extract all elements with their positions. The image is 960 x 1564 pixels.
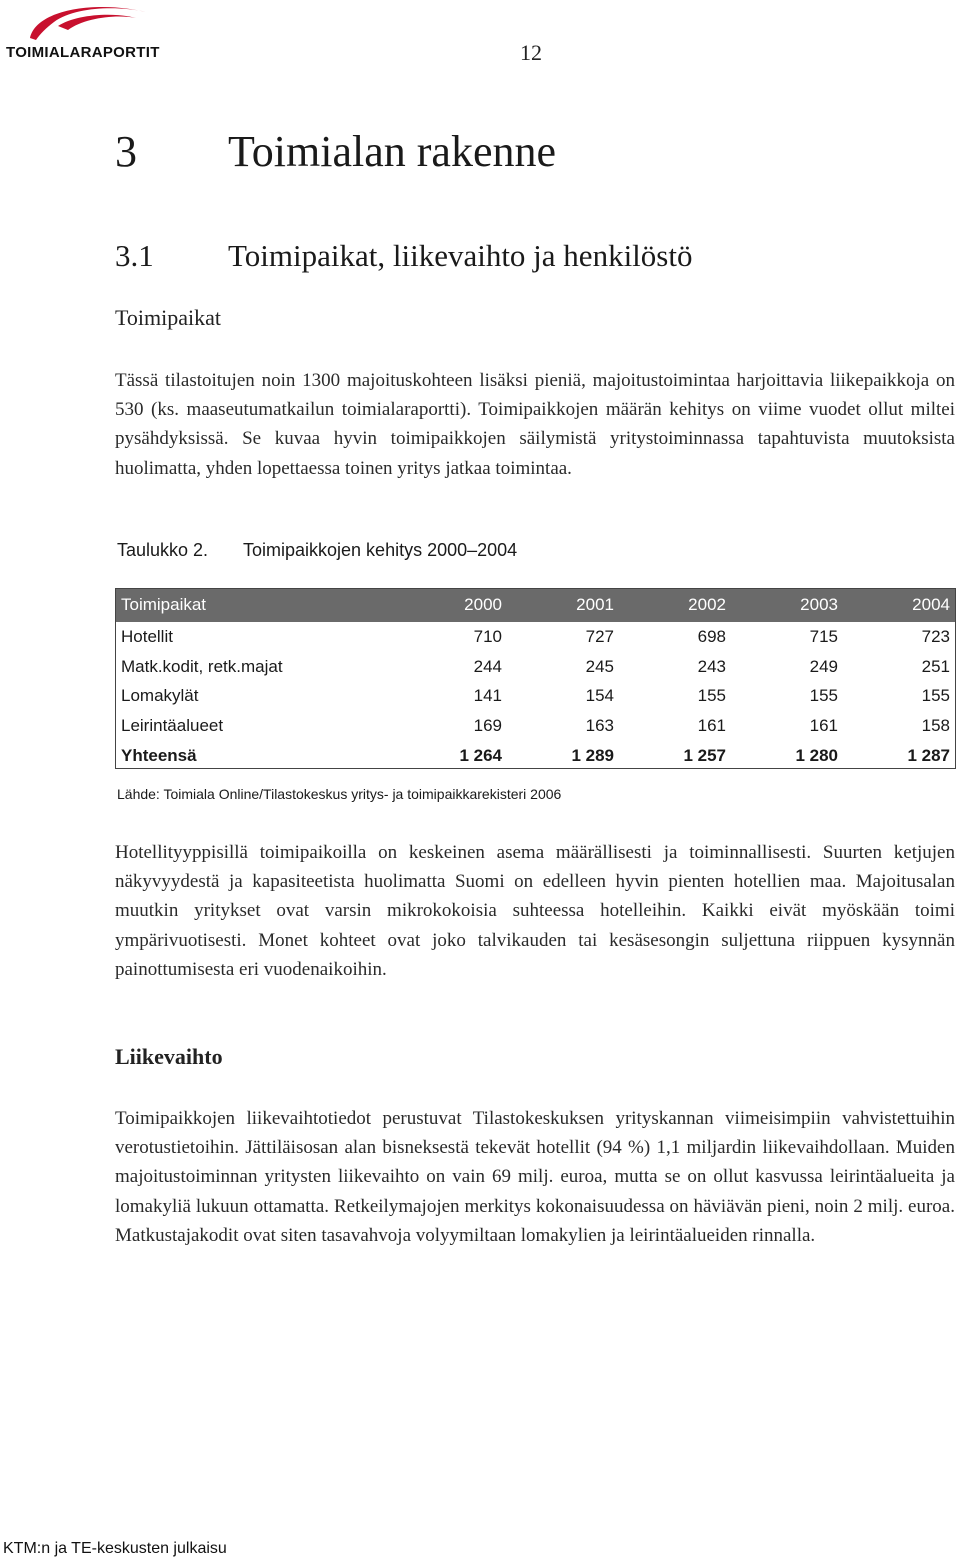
table-cell: 251: [921, 656, 950, 676]
table-cell: Lomakylät: [121, 686, 199, 706]
table-cell: 161: [809, 716, 838, 736]
table-cell: 249: [809, 656, 838, 676]
table-cell: Yhteensä: [121, 746, 197, 766]
paragraph-toimipaikat: Tässä tilastoitujen noin 1300 majoituskohteen lisäksi pieniä, majoitustoimintaa harjoittavia liikepaikkoja on 530 (ks. maaseutumatkailun toimialaraportti). Toimipaikkojen määrän kehitys on viime vuodet ollut miltei pysähdyksissä. Se kuvaa hyvin toimipaikkojen säilymistä yritystoiminnassa tapahtuvista muutoksista huolimatta, yhden lopettaessa toinen yritys jatkaa toimintaa.: [115, 370, 955, 479]
table-cell: 1 257: [683, 746, 726, 766]
logo-text: TOIMIALARAPORTIT: [6, 44, 160, 61]
toimialaraportit-logo: [6, 2, 176, 64]
chapter-title: Toimialan rakenne: [228, 127, 557, 176]
table-cell: 155: [809, 686, 838, 706]
toimipaikat-table: [115, 588, 956, 771]
table-cell: 1 280: [795, 746, 838, 766]
table-row: [115, 682, 956, 712]
table-cell: 710: [473, 626, 502, 646]
table-cell: 155: [921, 686, 950, 706]
table-header-row: [115, 588, 956, 622]
table-cell: 155: [697, 686, 726, 706]
subheading-liikevaihto: Liikevaihto: [115, 1044, 223, 1069]
table-header-cell: 2001: [508, 588, 620, 622]
table-caption-title: Toimipaikkojen kehitys 2000–2004: [243, 540, 518, 560]
table-cell: 161: [697, 716, 726, 736]
footer-publisher: KTM:n ja TE-keskusten julkaisu: [3, 1540, 227, 1557]
table-cell: 727: [585, 626, 614, 646]
chapter-heading: [115, 126, 556, 177]
paragraph-liikevaihto: Toimipaikkojen liikevaihtotiedot perustuvat Tilastokeskuksen yrityskannan viimeisimpiin vahvistettuihin verotustietoihin. Jättiläisosan alan bisneksestä tekevät hotellit (94 %) 1,1 miljardin liikevaihdollaan. Muiden majoitustoiminnan yritysten liikevaihto on vain 69 milj. euroa, mutta se on ollut kasvussa leirintäalueita ja lomakyliä lukuun ottamatta. Retkeilymajojen merkitys kokonaisuudessa on häviävän pieni, noin 2 milj. euroa. Matkustajakodit ovat siten tasavahvoja volyymiltaan lomakylien ja leirintäalueiden rinnalla.: [115, 1108, 955, 1246]
table-cell: 243: [697, 656, 726, 676]
table-cell: 1 289: [571, 746, 614, 766]
table-cell: 158: [921, 716, 950, 736]
subheading-toimipaikat: Toimipaikat: [115, 305, 221, 330]
table-cell: 163: [585, 716, 614, 736]
table-source: Lähde: Toimiala Online/Tilastokeskus yritys- ja toimipaikkarekisteri 2006: [117, 786, 562, 802]
table-row: [115, 622, 956, 652]
table-header-cell: 2000: [396, 588, 508, 622]
table-total-row: [115, 741, 956, 771]
table-caption: [117, 540, 517, 561]
table-row: [115, 652, 956, 682]
section-heading: [115, 238, 692, 274]
table-cell: 141: [473, 686, 502, 706]
table-cell: 154: [585, 686, 614, 706]
paragraph-hotellit: Hotellityyppisillä toimipaikoilla on keskeinen asema määrällisesti ja toiminnallisesti. Suurten ketjujen näkyvyydestä ja kapasiteetista huolimatta Suomi on edelleen hyvin pienten hotellien maa. Majoitusalan muutkin yritykset ovat varsin mikrokokoisia suhteessa hotelleihin. Kaikki eivät myöskään toimi ympärivuotisesti. Monet kohteet ovat joko talvikauden tai kesäsesongin suljettuna riippuen kysynnän painottumisesta eri vuodenaikoihin.: [115, 842, 955, 980]
table-cell: Matk.kodit, retk.majat: [121, 656, 283, 676]
table-cell: 1 287: [907, 746, 950, 766]
table-cell: 1 264: [459, 746, 502, 766]
table-caption-label: Taulukko 2.: [117, 540, 209, 560]
table-header-cell: 2003: [732, 588, 844, 622]
table-header-cell: 2004: [844, 588, 956, 622]
page-number: 12: [520, 40, 542, 65]
logo-swoosh-icon: [24, 2, 154, 42]
table-cell: 244: [473, 656, 502, 676]
table-cell: 723: [921, 626, 950, 646]
table-cell: 245: [585, 656, 614, 676]
table-row: [115, 711, 956, 741]
table-header-cell: 2002: [620, 588, 732, 622]
table-cell: Hotellit: [121, 626, 173, 646]
table-cell: 169: [473, 716, 502, 736]
section-number: 3.1: [115, 238, 154, 273]
section-title: Toimipaikat, liikevaihto ja henkilöstö: [228, 238, 693, 273]
chapter-number: 3: [115, 127, 137, 176]
table-cell: 715: [809, 626, 838, 646]
table-cell: 698: [697, 626, 726, 646]
table-cell: Leirintäalueet: [121, 716, 224, 736]
table-header-cell: Toimipaikat: [115, 588, 396, 622]
